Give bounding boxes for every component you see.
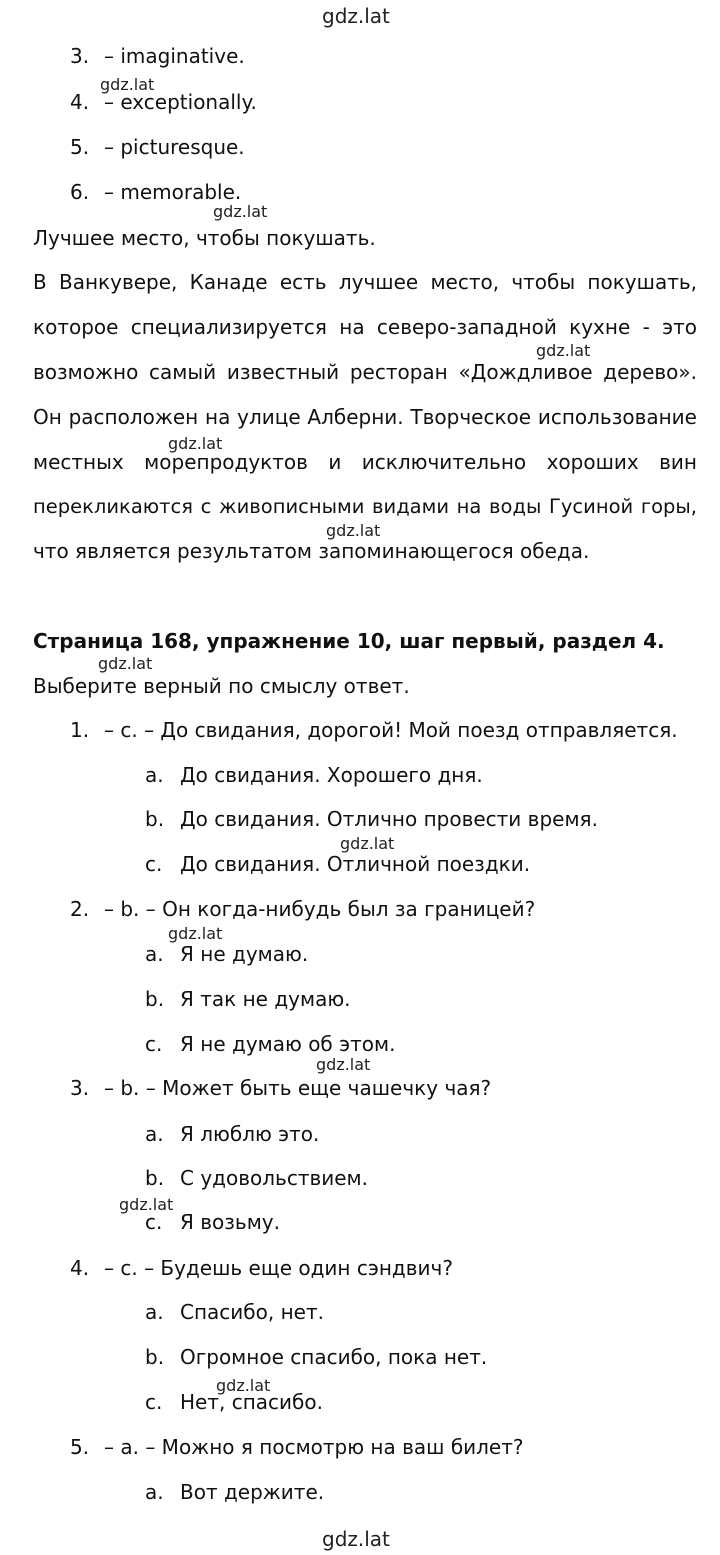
option-text: Я люблю это. [180, 1122, 320, 1146]
option-letter: a. [145, 1480, 164, 1504]
option-letter: b. [145, 1166, 165, 1190]
option-text: Спасибо, нет. [180, 1300, 324, 1324]
list-number: 6. [70, 180, 90, 204]
option-letter: b. [145, 1345, 165, 1369]
option-letter: c. [145, 852, 163, 876]
paragraph-line: возможно самый известный ресторан «Дождливое дерево». [33, 360, 697, 384]
watermark: gdz.lat [100, 75, 155, 94]
option-letter: a. [145, 763, 164, 787]
option-letter: c. [145, 1390, 163, 1414]
option-letter: a. [145, 1122, 164, 1146]
option-letter: a. [145, 1300, 164, 1324]
option-text: С удовольствием. [180, 1166, 368, 1190]
watermark: gdz.lat [168, 924, 223, 943]
question-text: – b. – Он когда-нибудь был за границей? [104, 897, 536, 921]
option-text: Я не думаю. [180, 942, 309, 966]
option-text: До свидания. Отлично провести время. [180, 807, 598, 831]
question-text: – с. – Будешь еще один сэндвич? [104, 1256, 453, 1280]
paragraph-line: которое специализируется на северо-западной кухне - это [33, 315, 697, 339]
watermark: gdz.lat [98, 654, 153, 673]
list-item: – memorable. [104, 180, 242, 204]
watermark-bottom: gdz.lat [322, 1527, 390, 1551]
option-text: Я так не думаю. [180, 987, 351, 1011]
watermark: gdz.lat [216, 1376, 271, 1395]
question-text: – с. – До свидания, дорогой! Мой поезд отправляется. [104, 718, 678, 742]
question-text: – b. – Может быть еще чашечку чая? [104, 1076, 492, 1100]
option-text: Я не думаю об этом. [180, 1032, 396, 1056]
option-text: До свидания. Отличной поездки. [180, 852, 531, 876]
option-letter: b. [145, 807, 165, 831]
watermark-top: gdz.lat [322, 4, 390, 28]
question-number: 4. [70, 1256, 90, 1280]
paragraph-line: перекликаются с живописными видами на воды Гусиной горы, [33, 495, 697, 518]
watermark: gdz.lat [316, 1055, 371, 1074]
question-number: 5. [70, 1435, 90, 1459]
option-text: Я возьму. [180, 1210, 280, 1234]
option-text: До свидания. Хорошего дня. [180, 763, 483, 787]
paragraph-line: Он расположен на улице Алберни. Творческое использование [33, 405, 697, 429]
watermark: gdz.lat [213, 202, 268, 221]
option-text: Нет, спасибо. [180, 1390, 323, 1414]
question-number: 1. [70, 718, 90, 742]
list-number: 5. [70, 135, 90, 159]
watermark: gdz.lat [340, 834, 395, 853]
list-item: – exceptionally. [104, 90, 257, 114]
list-number: 3. [70, 44, 90, 68]
option-letter: c. [145, 1032, 163, 1056]
option-text: Огромное спасибо, пока нет. [180, 1345, 488, 1369]
option-letter: a. [145, 942, 164, 966]
paragraph-line: В Ванкувере, Канаде есть лучшее место, чтобы покушать, [33, 270, 697, 294]
question-number: 3. [70, 1076, 90, 1100]
watermark: gdz.lat [326, 521, 381, 540]
watermark: gdz.lat [119, 1195, 174, 1214]
section-heading: Страница 168, упражнение 10, шаг первый, раздел 4. [33, 629, 665, 653]
translation-title: Лучшее место, чтобы покушать. [33, 226, 376, 250]
paragraph-line: местных морепродуктов и исключительно хороших вин [33, 450, 697, 474]
paragraph-line: что является результатом запоминающегося обеда. [33, 539, 590, 563]
option-text: Вот держите. [180, 1480, 325, 1504]
question-text: – а. – Можно я посмотрю на ваш билет? [104, 1435, 524, 1459]
question-number: 2. [70, 897, 90, 921]
watermark: gdz.lat [536, 341, 591, 360]
watermark: gdz.lat [168, 434, 223, 453]
list-item: – imaginative. [104, 44, 245, 68]
instruction: Выберите верный по смыслу ответ. [33, 674, 410, 698]
option-letter: b. [145, 987, 165, 1011]
option-letter: c. [145, 1210, 163, 1234]
list-item: – picturesque. [104, 135, 245, 159]
list-number: 4. [70, 90, 90, 114]
